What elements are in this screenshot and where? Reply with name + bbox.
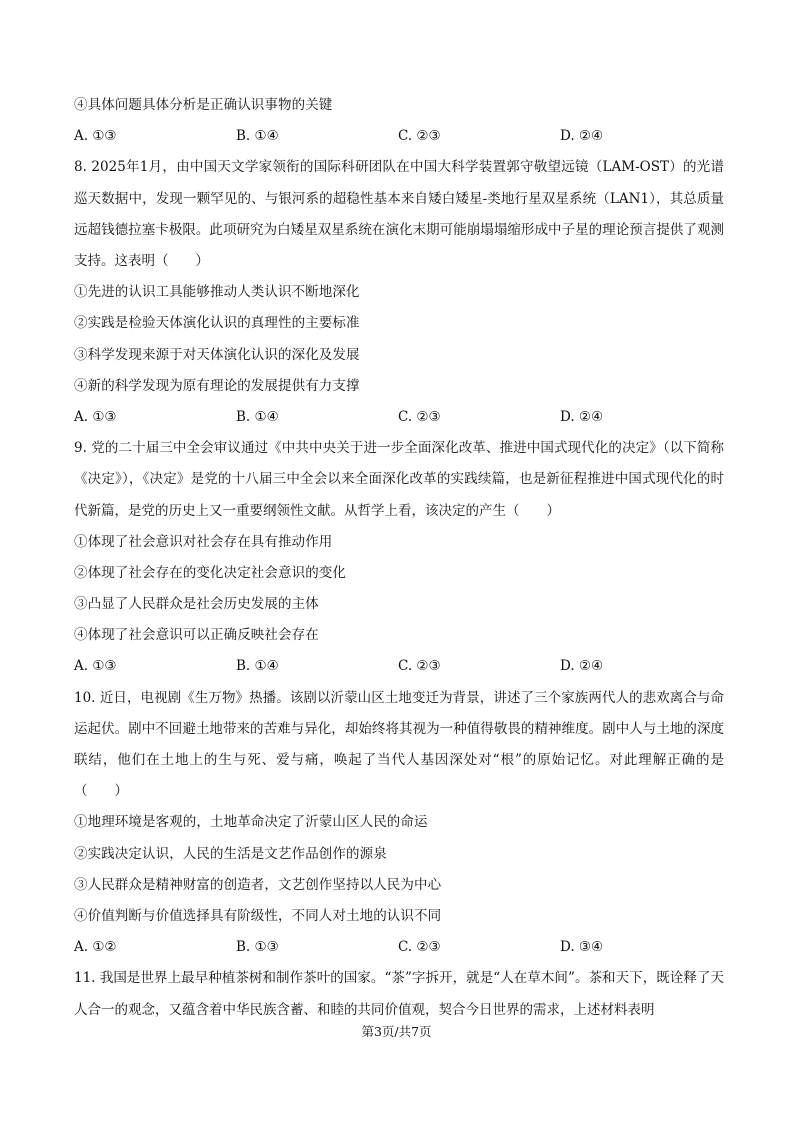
question-9-statement-3: ③凸显了人民群众是社会历史发展的主体	[74, 596, 319, 613]
statement-4: ④具体问题具体分析是正确认识事物的关键	[74, 97, 333, 113]
question-10-statement-2: ②实践决定认识，人民的生活是文艺作品创作的源泉	[74, 845, 387, 862]
option-b: B. ①④	[236, 128, 279, 145]
question-9-options	[74, 651, 724, 682]
page-number: 第3页/共7页	[361, 1024, 432, 1039]
question-10-statement-1: ①地理环境是客观的，土地革命决定了沂蒙山区人民的命运	[74, 814, 428, 831]
option-a: A. ①③	[74, 408, 117, 425]
option-a: A. ①③	[74, 658, 117, 675]
question-9-statement-1: ①体现了社会意识对社会存在具有推动作用	[74, 533, 333, 550]
question-10-options	[74, 932, 724, 963]
option-b: B. ①③	[236, 939, 279, 956]
option-d: D. ③④	[560, 939, 604, 956]
option-b: B. ①④	[236, 408, 279, 425]
page-content	[74, 90, 724, 1026]
question-8-statement-3: ③科学发现来源于对天体演化认识的深化及发展	[74, 346, 360, 363]
option-d: D. ②④	[560, 128, 604, 145]
question-8-stem: 8. 2025年1月，由中国天文学家领衔的国际科研团队在中国大科学装置郭守敬望远镜（LAM-OST）的光谱巡天数据中，发现一颗罕见的、与银河系的超稳性基本来自矮白矮星-类地行星双星系统（LAN1），其总质量远超钱德拉塞卡极限。此项研究为白矮星双星系统在演化末期可能崩塌塌缩形成中子星的理论预言提供了观测支持。这表明（ ）	[74, 159, 724, 269]
option-a: A. ①②	[74, 939, 117, 956]
answer-options	[74, 121, 724, 152]
question-10-statement-4: ④价值判断与价值选择具有阶级性，不同人对土地的认识不同	[74, 908, 442, 925]
option-c: C. ②③	[398, 128, 441, 145]
option-a: A. ①③	[74, 128, 117, 145]
question-9-statement-2: ②体现了社会存在的变化决定社会意识的变化	[74, 564, 346, 581]
question-8-statement-2: ②实践是检验天体演化认识的真理性的主要标准	[74, 315, 360, 332]
question-10-stem: 10. 近日，电视剧《生万物》热播。该剧以沂蒙山区土地变迁为背景，讲述了三个家族两代人的悲欢离合与命运起伏。剧中不回避土地带来的苦难与异化，却始终将其视为一种值得敬畏的精神维度。剧中人与土地的深度联结，他们在土地上的生与死、爱与痛，唤起了当代人基因深处对“根”的原始记忆。对此理解正确的是（ ）	[74, 689, 724, 800]
option-c: C. ②③	[398, 658, 441, 675]
question-8-options	[74, 402, 724, 433]
question-8-statement-4: ④新的科学发现为原有理论的发展提供有力支撑	[74, 377, 360, 394]
option-b: B. ①④	[236, 658, 279, 675]
option-d: D. ②④	[560, 658, 604, 675]
question-10-statement-3: ③人民群众是精神财富的创造者，文艺创作坚持以人民为中心	[74, 876, 442, 893]
question-9-statement-4: ④体现了社会意识可以正确反映社会存在	[74, 627, 319, 644]
question-8-statement-1: ①先进的认识工具能够推动人类认识不断地深化	[74, 284, 360, 301]
option-d: D. ②④	[560, 408, 604, 425]
question-11-stem: 11. 我国是世界上最早种植茶树和制作茶叶的国家。“茶”字拆开，就是“人在草木间”。茶和天下，既诠释了天人合一的观念，又蕴含着中华民族含蓄、和睦的共同价值观，契合今日世界的需求，上述材料表明	[74, 970, 724, 1018]
question-9-stem: 9. 党的二十届三中全会审议通过《中共中央关于进一步全面深化改革、推进中国式现代化的决定》（以下简称《决定》），《决定》是党的十八届三中全会以来全面深化改革的实践续篇，也是新征程推进中国式现代化的时代新篇，是党的历史上又一重要纲领性文献。从哲学上看，该决定的产生（ ）	[74, 440, 724, 519]
option-c: C. ②③	[398, 939, 441, 956]
option-c: C. ②③	[398, 408, 441, 425]
